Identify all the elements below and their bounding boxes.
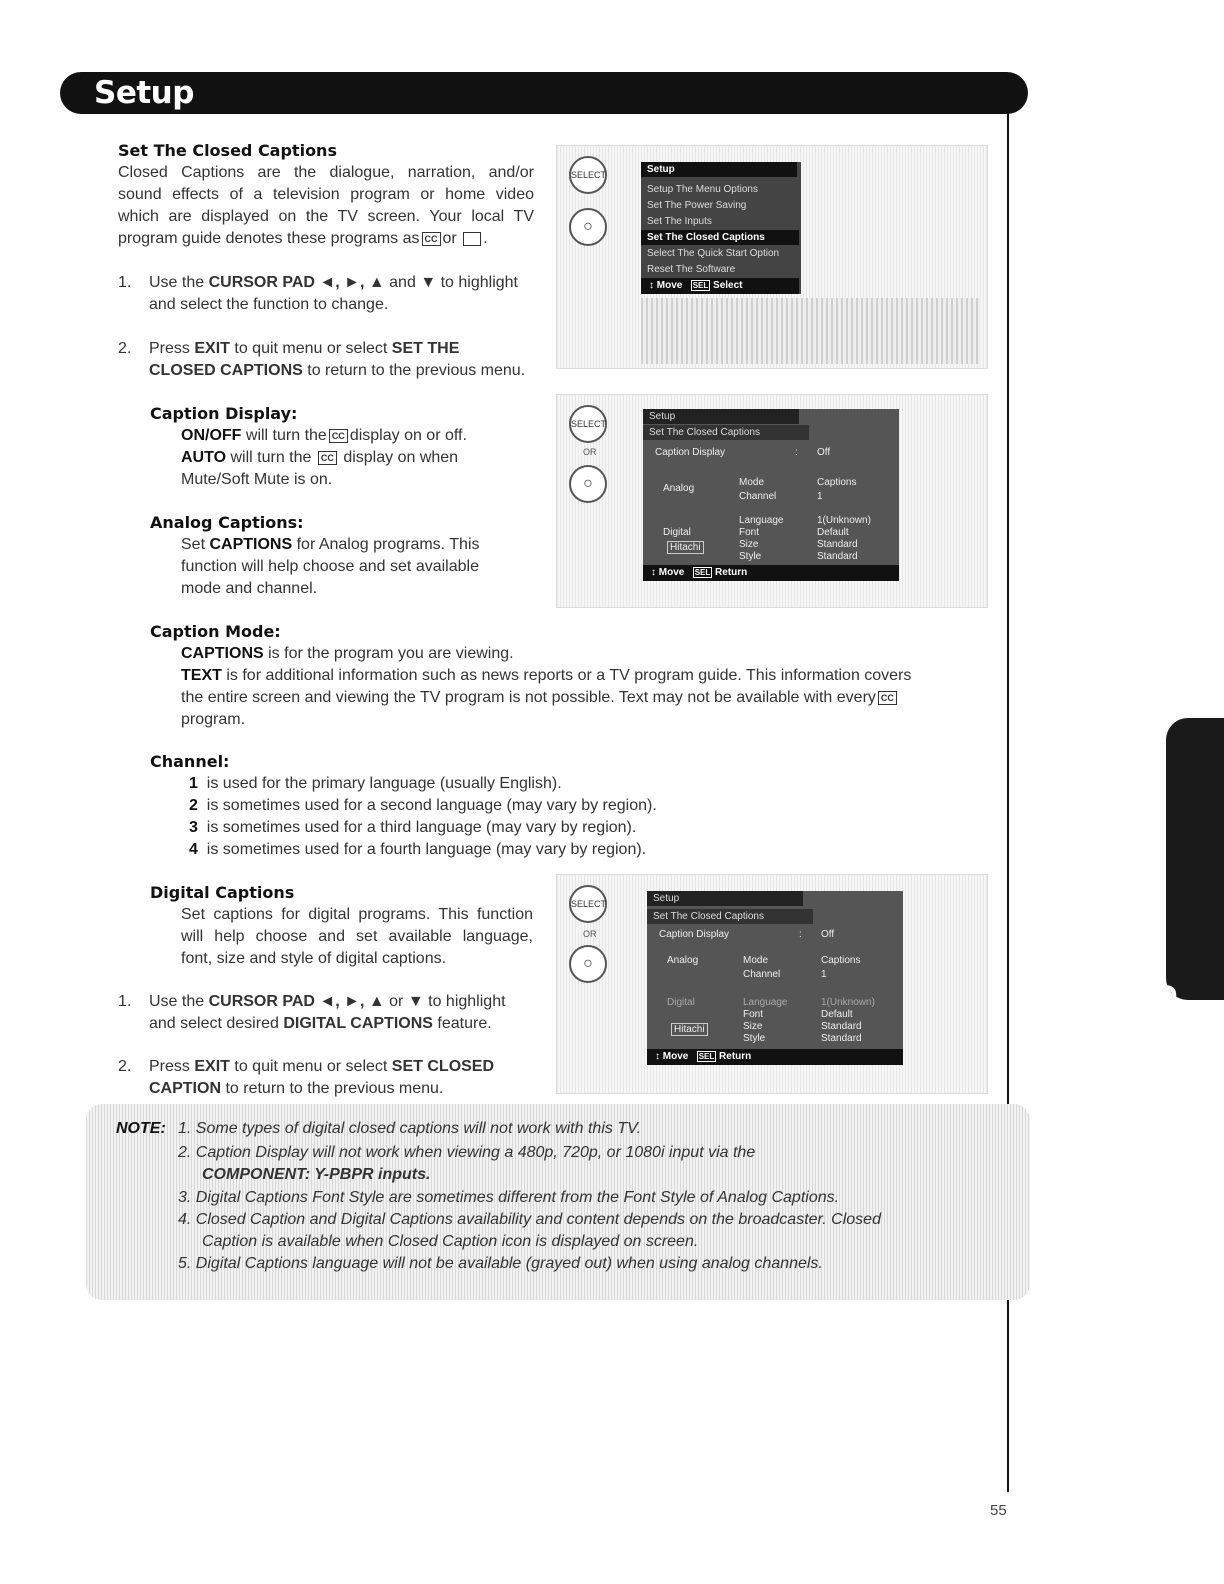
select-button-icon: SELECT bbox=[569, 156, 607, 194]
channel-list bbox=[189, 773, 789, 861]
menu-title: Setup bbox=[643, 409, 799, 424]
note-label: NOTE: bbox=[116, 1120, 166, 1137]
note-item-cont: COMPONENT: Y-PBPR inputs. bbox=[202, 1166, 431, 1183]
section-intro: Closed Captions are the dialogue, narration, and/or sound effects of a television program or home video which are displayed on the TV screen. Your local TV program guide denotes these programs as CC or . bbox=[118, 164, 534, 247]
channel-title: Channel: bbox=[150, 752, 230, 771]
note-item: 3. Digital Captions Font Style are sometimes different from the Font Style of Analog Captions. bbox=[178, 1189, 840, 1206]
caption-display-value: Off bbox=[817, 447, 831, 458]
setup-menu bbox=[641, 162, 801, 294]
tv-background bbox=[641, 298, 981, 364]
caption-mode-title: Caption Mode: bbox=[150, 622, 281, 641]
channel-item: 3 is sometimes used for a third language (may vary by region). bbox=[189, 819, 637, 836]
menu-title: Setup bbox=[641, 162, 797, 177]
analog-captions-title: Analog Captions: bbox=[150, 513, 304, 532]
select-button-icon: SELECT bbox=[569, 405, 607, 443]
channel-item: 2 is sometimes used for a second language (may vary by region). bbox=[189, 797, 657, 814]
side-tab bbox=[1150, 718, 1224, 1253]
note-item: 2. Caption Display will not work when viewing a 480p, 720p, or 1080i input via the bbox=[178, 1144, 756, 1161]
step-1: 1. Use the CURSOR PAD ◄, ►, ▲ and ▼ to highlight and select the function to change. bbox=[118, 274, 518, 313]
menu-item-selected: Set The Closed Captions bbox=[641, 230, 799, 245]
hitachi-logo: Hitachi bbox=[667, 541, 704, 554]
caption-display-label: Caption Display bbox=[655, 447, 726, 458]
cursor-pad-icon: ○ bbox=[569, 945, 607, 983]
caption-icon bbox=[463, 232, 481, 246]
or-label: OR bbox=[583, 929, 597, 939]
note-item: 5. Digital Captions language will not be available (grayed out) when using analog channels. bbox=[178, 1255, 823, 1272]
cc-icon: CC bbox=[422, 232, 441, 246]
step-2: 2. Press EXIT to quit menu or select SET THE CLOSED CAPTIONS to return to the previous menu. bbox=[118, 340, 526, 379]
page-header bbox=[60, 72, 1028, 114]
tv-screenshot-captions-menu bbox=[556, 394, 988, 608]
captions-menu: Setup Set The Closed Captions Caption Display : Off Analog Mode Captions Channel 1 Digital Language 1(Unknown) Font Default Hitachi Size Standard Style Standard ↕ Move SEL Return bbox=[647, 891, 903, 1065]
menu-nav-bar: ↕ Move SEL Select bbox=[641, 278, 799, 294]
digital-captions-text: Set captions for digital programs. This function will help choose and set available language, font, size and style of digital captions. bbox=[181, 906, 533, 967]
digital-captions-title: Digital Captions bbox=[150, 883, 295, 902]
cursor-pad-icon: ○ bbox=[569, 465, 607, 503]
or-label: OR bbox=[583, 447, 597, 457]
caption-display-title: Caption Display: bbox=[150, 404, 298, 423]
note-item-cont: Caption is available when Closed Caption icon is displayed on screen. bbox=[202, 1233, 699, 1250]
menu-item: Set The Power Saving bbox=[647, 200, 747, 211]
captions-menu: Setup Set The Closed Captions Caption Display : Off Analog Mode Captions Channel 1 Digital Language 1(Unknown) Font Default Hitachi Size Standard Style Standard ↕ Move SEL Return bbox=[643, 409, 899, 581]
channel-item: 4 is sometimes used for a fourth language (may vary by region). bbox=[189, 841, 647, 858]
menu-nav-bar: ↕ Move SEL Return bbox=[647, 1049, 903, 1065]
note-item: 4. Closed Caption and Digital Captions availability and content depends on the broadcaster. Closed bbox=[178, 1211, 881, 1228]
submenu-title: Set The Closed Captions bbox=[643, 425, 809, 440]
caption-display-text: ON/OFF will turn the CC display on or off. AUTO will turn the CC display on when Mute/Soft Mute is on. bbox=[181, 427, 467, 488]
note-item: 1. Some types of digital closed captions will not work with this TV. bbox=[178, 1120, 642, 1137]
digital-step-1: 1. Use the CURSOR PAD ◄, ►, ▲ or ▼ to highlight and select desired DIGITAL CAPTIONS feature. bbox=[118, 993, 506, 1032]
page-number: 55 bbox=[990, 1502, 1007, 1519]
tv-screenshot-setup-menu bbox=[556, 145, 988, 369]
note-box bbox=[86, 1104, 1030, 1300]
menu-item: Select The Quick Start Option bbox=[647, 248, 780, 259]
page-title: Setup bbox=[94, 75, 194, 111]
section-title: Set The Closed Captions bbox=[118, 141, 337, 160]
menu-item: Reset The Software bbox=[647, 264, 736, 275]
caption-mode-text: CAPTIONS is for the program you are viewing. TEXT is for additional information such as news reports or a TV program guide. This information covers the entire screen and viewing the TV program is not possible. Text may not be available with every CC program. bbox=[181, 645, 912, 728]
menu-item: Setup The Menu Options bbox=[647, 184, 758, 195]
channel-item: 1 is used for the primary language (usually English). bbox=[189, 775, 562, 792]
menu-item: Set The Inputs bbox=[647, 216, 712, 227]
analog-captions-text: Set CAPTIONS for Analog programs. This function will help choose and set available mode and channel. bbox=[181, 536, 480, 597]
tv-screenshot-digital-captions bbox=[556, 874, 988, 1094]
menu-nav-bar: ↕ Move SEL Return bbox=[643, 565, 899, 581]
digital-step-2: 2. Press EXIT to quit menu or select SET CLOSED CAPTION to return to the previous menu. bbox=[118, 1058, 495, 1097]
cursor-pad-icon: ○ bbox=[569, 208, 607, 246]
side-tab-label: On-Screen Display bbox=[1150, 984, 1180, 1253]
select-button-icon: SELECT bbox=[569, 885, 607, 923]
